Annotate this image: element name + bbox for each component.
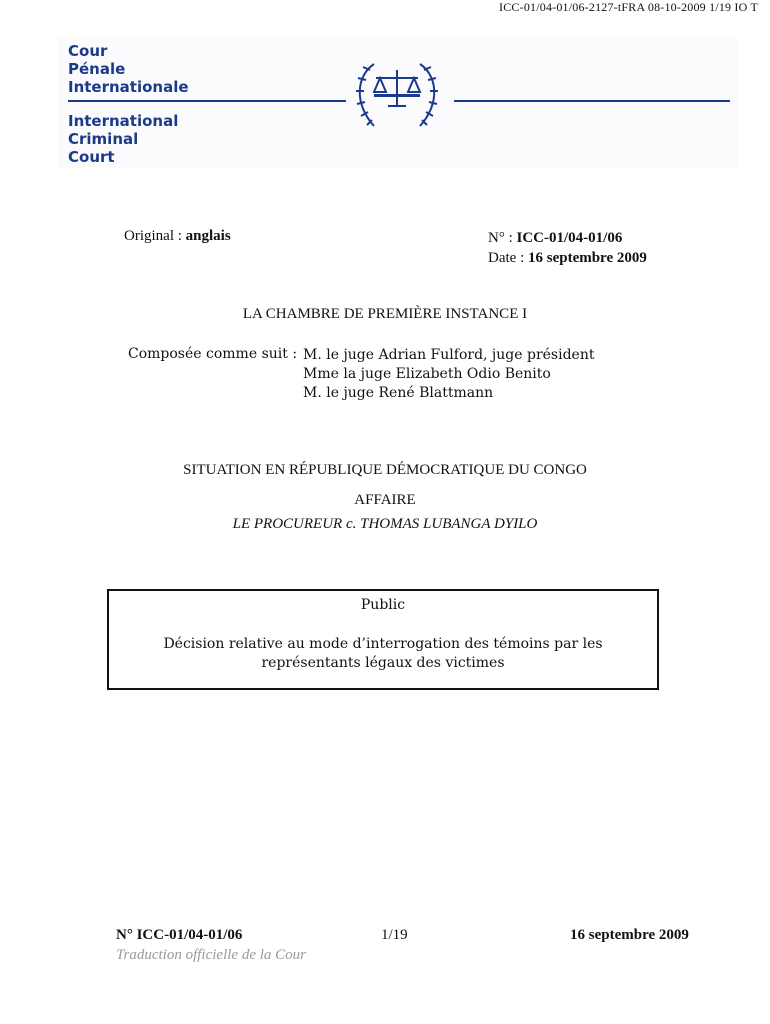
original-language (124, 228, 231, 245)
situation-heading: SITUATION EN RÉPUBLIQUE DÉMOCRATIQUE DU CONGO (183, 462, 587, 478)
logo-rule-right (454, 100, 730, 102)
original-value: anglais (185, 228, 231, 244)
original-label: Original : (124, 228, 182, 244)
court-name-french-line: Internationale (68, 78, 189, 96)
court-name-english-line: Criminal (68, 130, 139, 148)
decision-title: Décision relative au mode d’interrogation des témoins par les représentants légaux des victimes (163, 636, 603, 671)
logo-rule-left (68, 100, 346, 102)
case-name: LE PROCUREUR c. THOMAS LUBANGA DYILO (232, 516, 538, 532)
footer-date-text: 16 septembre 2009 (570, 927, 689, 943)
case-number-label: N° : (488, 230, 513, 246)
case-number (488, 228, 647, 248)
footer-date (570, 927, 689, 944)
scales-of-justice-icon (344, 56, 450, 134)
classification-label: Public (360, 597, 406, 613)
document-stamp: ICC-01/04-01/06-2127-tFRA 08-10-2009 1/19 IO T (499, 0, 758, 14)
court-name-english (68, 112, 178, 166)
footer-case-number-text: N° ICC-01/04-01/06 (116, 927, 243, 943)
footer-case-number (116, 927, 242, 944)
case-number-value: ICC-01/04-01/06 (516, 230, 623, 246)
court-name-english-line: International (68, 112, 179, 130)
date-value: 16 septembre 2009 (527, 250, 647, 266)
court-name-french-line: Cour (68, 42, 108, 60)
judge-entry: M. le juge René Blattmann (303, 385, 494, 401)
decision-box (107, 589, 659, 690)
judge-entry: Mme la juge Elizabeth Odio Benito (303, 366, 551, 382)
document-date (488, 248, 647, 268)
court-name-french (68, 42, 189, 96)
document-reference (488, 228, 647, 268)
judge-entry: M. le juge Adrian Fulford, juge président (303, 347, 595, 363)
judges-list (303, 346, 594, 403)
affaire-heading: AFFAIRE (354, 492, 416, 508)
court-name-english-line: Court (68, 148, 115, 166)
date-label: Date : (488, 250, 525, 266)
court-name-french-line: Pénale (68, 60, 126, 78)
footer-page-number: 1/19 (381, 927, 408, 943)
chamber-heading: LA CHAMBRE DE PREMIÈRE INSTANCE I (242, 306, 528, 322)
official-translation-note: Traduction officielle de la Cour (116, 947, 306, 963)
composition-label: Composée comme suit : (128, 346, 298, 362)
